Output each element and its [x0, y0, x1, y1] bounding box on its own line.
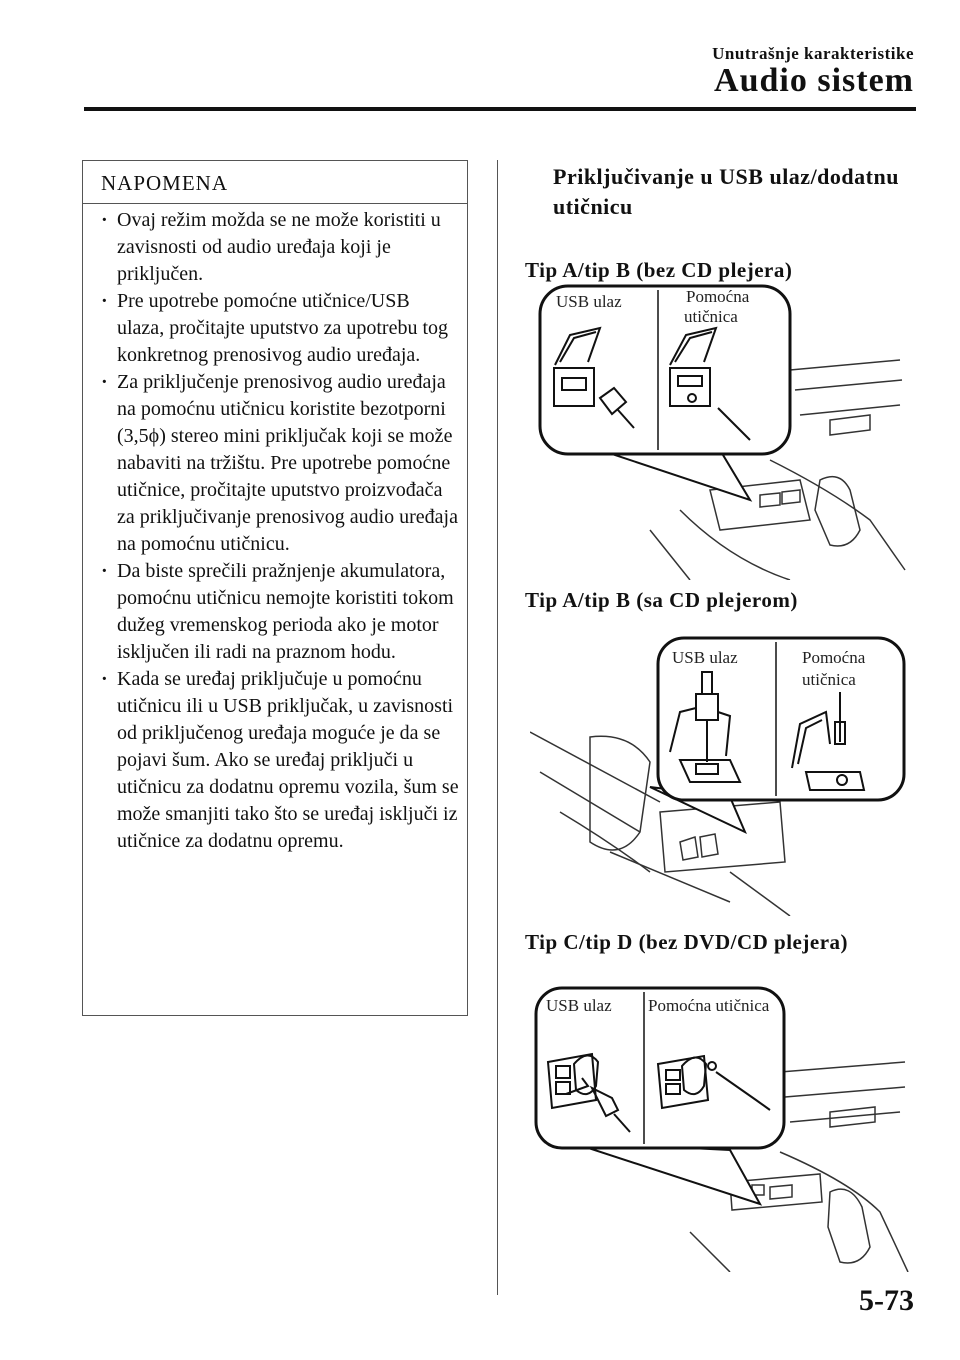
figure-3-illustration	[530, 982, 910, 1272]
note-item: · Kada se uređaj priključuje u pomoćnu utičnicu ili u USB priključak, u zavisnosti od priključenog uređaja moguće je da se pojavi šum. Ako se uređaj priključi u utičnicu za dodatnu opremu vozila, šum se može smanjiti tako što se uređaj isključi iz utičnice za dodatnu opremu.	[101, 668, 459, 852]
figure-2-caption: Tip A/tip B (sa CD plejerom)	[525, 588, 798, 612]
figure-1-caption: Tip A/tip B (bez CD plejera)	[525, 258, 793, 282]
figure-2-usb-label: USB ulaz	[672, 648, 738, 667]
section-heading: Priključivanje u USB ulaz/dodatnu utičnicu	[553, 164, 899, 219]
figure-1-aux-label-1: Pomoćna	[686, 287, 750, 306]
figure-2-illustration	[530, 632, 910, 916]
figure-1-illustration	[530, 280, 910, 580]
figure-2-aux-label-1: Pomoćna	[802, 648, 866, 667]
figure-3-usb-label: USB ulaz	[546, 996, 612, 1015]
bullet-icon: ·	[101, 560, 108, 582]
figure-1-aux-label-2: utičnica	[684, 307, 738, 326]
bullet-icon: ·	[101, 371, 108, 393]
note-item: · Za priključenje prenosivog audio uređaja na pomoćnu utičnicu koristite bezotporni (3,5ϕ) stereo mini priključak koji se može nabaviti na tržištu. Pre upotrebe pomoćne utičnice, pročitajte uputstvo proizvođača za priključivanje prenosivog audio uređaja na pomoćnu utičnicu.	[101, 371, 458, 555]
figure-3-caption: Tip C/tip D (bez DVD/CD plejera)	[525, 930, 849, 954]
bullet-icon: ·	[101, 209, 108, 231]
bullet-icon: ·	[101, 290, 108, 312]
note-item: · Ovaj režim možda se ne može koristiti u zavisnosti od audio uređaja koji je priključen.	[101, 209, 441, 285]
bullet-icon: ·	[101, 668, 108, 690]
note-item: · Pre upotrebe pomoćne utičnice/USB ulaza, pročitajte uputstvo za upotrebu tog konkretnog prenosivog audio uređaja.	[101, 290, 449, 366]
note-rule	[83, 203, 467, 204]
page-number: 5-73	[859, 1284, 914, 1317]
figure-3-aux-label: Pomoćna utičnica	[648, 996, 770, 1015]
column-divider	[497, 160, 498, 1295]
note-item: · Da biste sprečili pražnjenje akumulatora, pomoćnu utičnicu nemojte koristiti tokom dužeg vremenskog perioda ako je motor isključen ili radi na praznom hodu.	[101, 560, 454, 663]
note-box	[82, 160, 468, 1016]
note-list	[97, 207, 459, 855]
header-rule	[84, 107, 916, 111]
header-section: Unutrašnje karakteristike	[712, 44, 914, 63]
figure-1-usb-label: USB ulaz	[556, 292, 622, 311]
page-title: Audio sistem	[714, 62, 914, 99]
note-title: NAPOMENA	[101, 171, 229, 195]
figure-2-aux-label-2: utičnica	[802, 670, 856, 689]
